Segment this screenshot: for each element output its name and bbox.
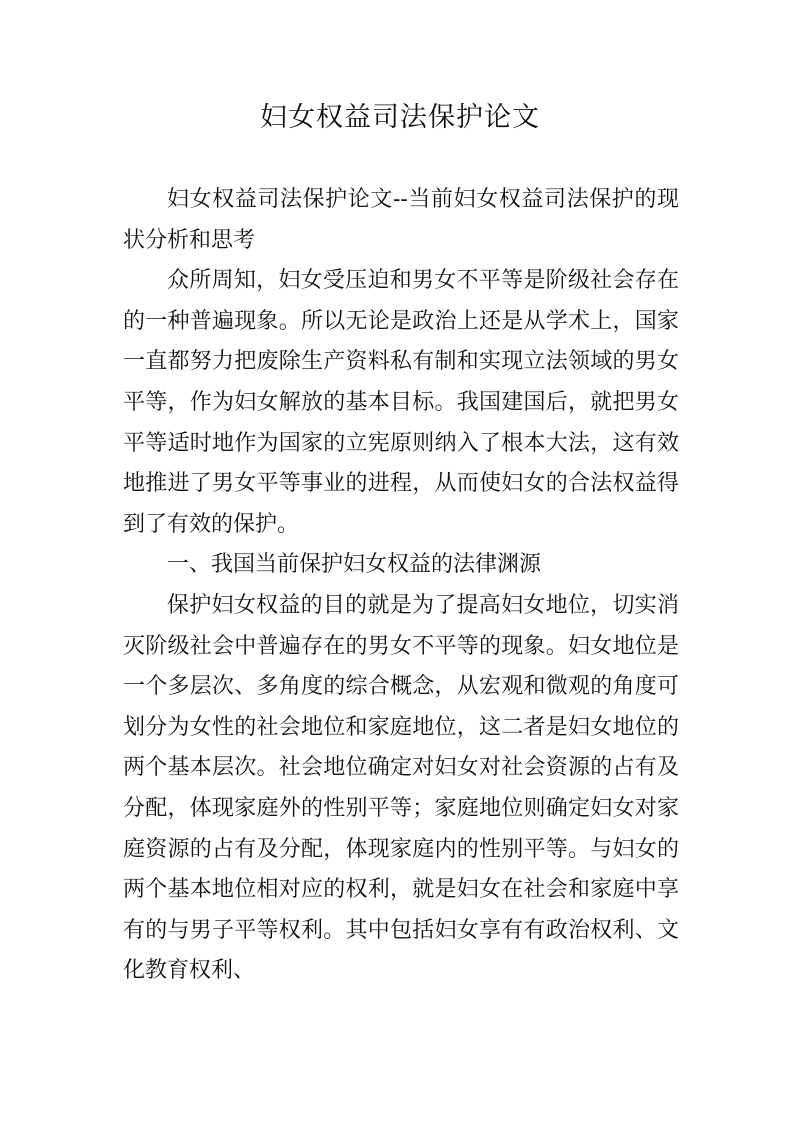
paragraph-body: 保护妇女权益的目的就是为了提高妇女地位，切实消灭阶级社会中普遍存在的男女不平等的现象。妇女地位是一个多层次、多角度的综合概念，从宏观和微观的角度可划分为女性的社会地位和家庭地位，这二者是妇女地位的两个基本层次。社会地位确定对妇女对社会资源的占有及分配，体现家庭外的性别平等；家庭地位则确定妇女对家庭资源的占有及分配，体现家庭内的性别平等。与妇女的两个基本地位相对应的权利，就是妇女在社会和家庭中享有的与男子平等权利。其中包括妇女享有有政治权利、文化教育权利、 (123, 592, 679, 984)
paragraph-intro: 众所周知，妇女受压迫和男女不平等是阶级社会存在的一种普遍现象。所以无论是政治上还是从学术上，国家一直都努力把废除生产资料私有制和实现立法领域的男女平等，作为妇女解放的基本目标。我国建国后，就把男女平等适时地作为国家的立宪原则纳入了根本大法，这有效地推进了男女平等事业的进程，从而使妇女的合法权益得到了有效的保护。 (123, 268, 679, 537)
document-body (123, 180, 679, 992)
paragraph-subtitle: 妇女权益司法保护论文--当前妇女权益司法保护的现状分析和思考 (123, 187, 679, 253)
section-heading: 一、我国当前保护妇女权益的法律渊源 (167, 552, 542, 578)
document-title: 妇女权益司法保护论文 (260, 102, 540, 133)
